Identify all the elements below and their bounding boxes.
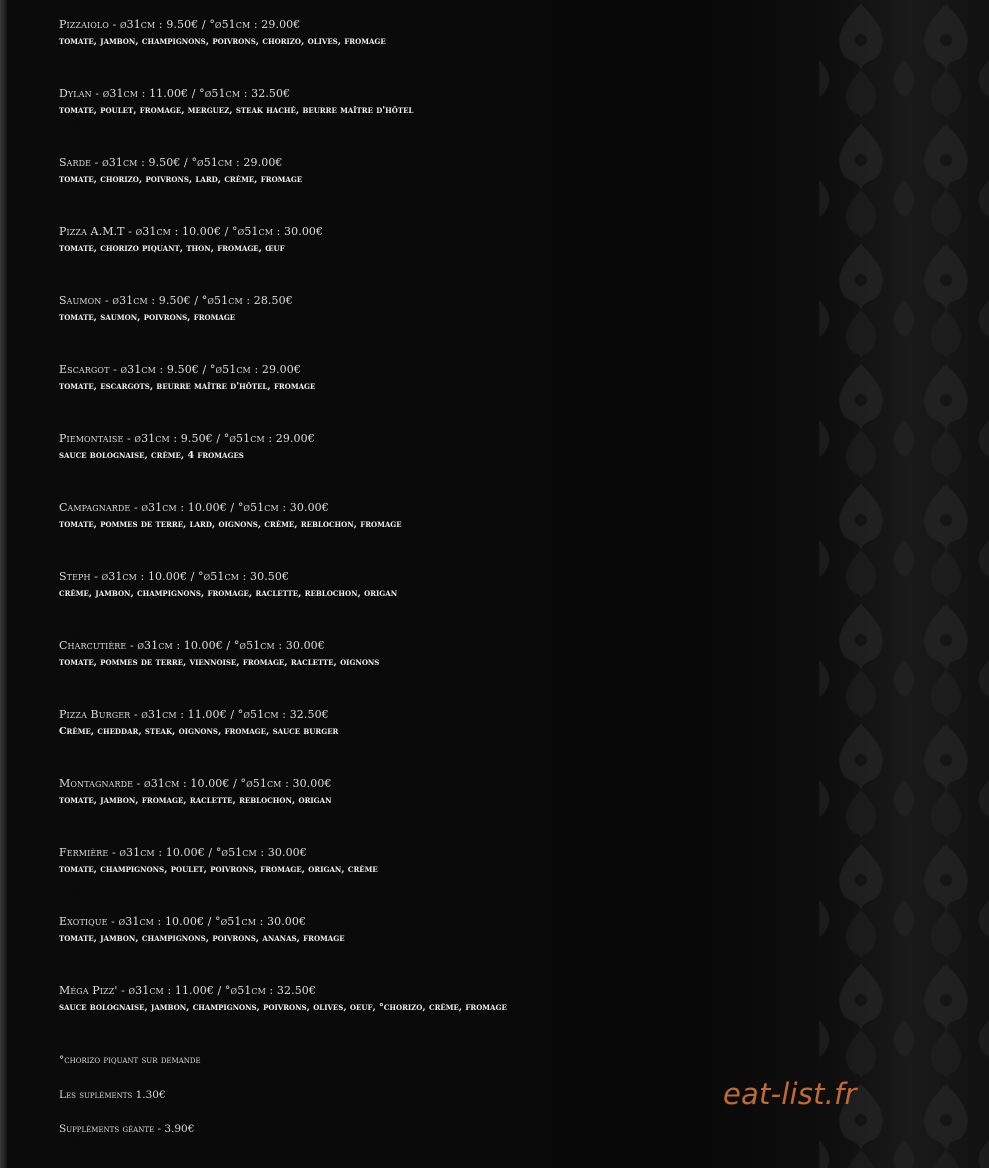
menu-item-ingredients: tomate, saumon, poivrons, fromage xyxy=(59,312,236,323)
menu-item xyxy=(59,982,759,1051)
menu-item-ingredients: tomate, chorizo piquant, thon, fromage, œuf xyxy=(59,243,285,254)
menu-item-ingredients: tomate, escargots, beurre maître d'hôtel, fromage xyxy=(59,381,316,392)
menu-item-title: Saumon - ø31cm : 9.50€ / °ø51cm : 28.50€ xyxy=(59,294,293,307)
watermark: eat-list.fr xyxy=(723,1077,857,1111)
menu-item xyxy=(59,637,759,706)
menu-item xyxy=(59,430,759,499)
menu-item-ingredients: tomate, chorizo, poivrons, lard, crème, fromage xyxy=(59,174,303,185)
menu-item xyxy=(59,16,759,85)
menu-item-ingredients: crème, jambon, champignons, fromage, raclette, reblochon, origan xyxy=(59,588,398,599)
menu-item xyxy=(59,706,759,775)
menu-item-title: Fermière - ø31cm : 10.00€ / °ø51cm : 30.00€ xyxy=(59,846,307,859)
menu-item-title: Pizza A.M.T - ø31cm : 10.00€ / °ø51cm : 30.00€ xyxy=(59,225,324,238)
menu-note: Les supléments 1.30€ xyxy=(59,1088,166,1101)
menu-item xyxy=(59,361,759,430)
menu-item-title: Montagnarde - ø31cm : 10.00€ / °ø51cm : 30.00€ xyxy=(59,777,332,790)
menu-item-title: Méga Pizz' - ø31cm : 11.00€ / °ø51cm : 32.50€ xyxy=(59,984,316,997)
menu-item xyxy=(59,775,759,844)
menu-item-ingredients: tomate, pommes de terre, lard, oignons, crème, reblochon, fromage xyxy=(59,519,402,530)
damask-pattern xyxy=(819,0,989,1168)
menu-item-ingredients: tomate, jambon, fromage, raclette, reblochon, origan xyxy=(59,795,332,806)
menu-item-title: Sarde - ø31cm : 9.50€ / °ø51cm : 29.00€ xyxy=(59,156,283,169)
menu-item-ingredients: sauce bolognaise, crème, 4 fromages xyxy=(59,450,244,461)
menu-item-ingredients: sauce bolognaise, jambon, champignons, poivrons, olives, oeuf, °chorizo, crème, fromage xyxy=(59,1002,507,1013)
menu-item-title: Steph - ø31cm : 10.00€ / °ø51cm : 30.50€ xyxy=(59,570,290,583)
menu-item-title: Pizzaiolo - ø31cm : 9.50€ / °ø51cm : 29.00€ xyxy=(59,18,301,31)
page-edge xyxy=(0,0,7,1168)
menu-item xyxy=(59,154,759,223)
menu-item-ingredients: tomate, poulet, fromage, merguez, steak haché, beurre maître d'hôtel xyxy=(59,105,414,116)
menu-notes xyxy=(59,1051,201,1155)
menu-item-ingredients: Crème, cheddar, steak, oignons, fromage, sauce burger xyxy=(59,726,339,737)
menu-item xyxy=(59,499,759,568)
menu-item xyxy=(59,85,759,154)
menu-item xyxy=(59,223,759,292)
menu-item-ingredients: tomate, pommes de terre, viennoise, fromage, raclette, oignons xyxy=(59,657,380,668)
menu-item-title: Campagnarde - ø31cm : 10.00€ / °ø51cm : 30.00€ xyxy=(59,501,329,514)
menu-item-title: Exotique - ø31cm : 10.00€ / °ø51cm : 30.00€ xyxy=(59,915,307,928)
menu-item-title: Dylan - ø31cm : 11.00€ / °ø51cm : 32.50€ xyxy=(59,87,291,100)
menu-item xyxy=(59,292,759,361)
menu-note: °chorizo piquant sur demande xyxy=(59,1054,201,1066)
menu-item-title: Escargot - ø31cm : 9.50€ / °ø51cm : 29.00€ xyxy=(59,363,301,376)
menu-item-ingredients: tomate, champignons, poulet, poivrons, fromage, origan, crème xyxy=(59,864,378,875)
menu-item xyxy=(59,913,759,982)
menu-item-ingredients: tomate, jambon, champignons, poivrons, ananas, fromage xyxy=(59,933,345,944)
menu-item-title: Piemontaise - ø31cm : 9.50€ / °ø51cm : 29.00€ xyxy=(59,432,315,445)
menu-item xyxy=(59,568,759,637)
menu-note: Suppléments géante - 3.90€ xyxy=(59,1123,195,1135)
menu-item-title: Pizza Burger - ø31cm : 11.00€ / °ø51cm : 32.50€ xyxy=(59,708,329,721)
pizza-menu-list xyxy=(59,16,759,1051)
menu-item-ingredients: tomate, jambon, champignons, poivrons, chorizo, olives, fromage xyxy=(59,36,386,47)
menu-item-title: Charcutière - ø31cm : 10.00€ / °ø51cm : 30.00€ xyxy=(59,639,325,652)
menu-item xyxy=(59,844,759,913)
